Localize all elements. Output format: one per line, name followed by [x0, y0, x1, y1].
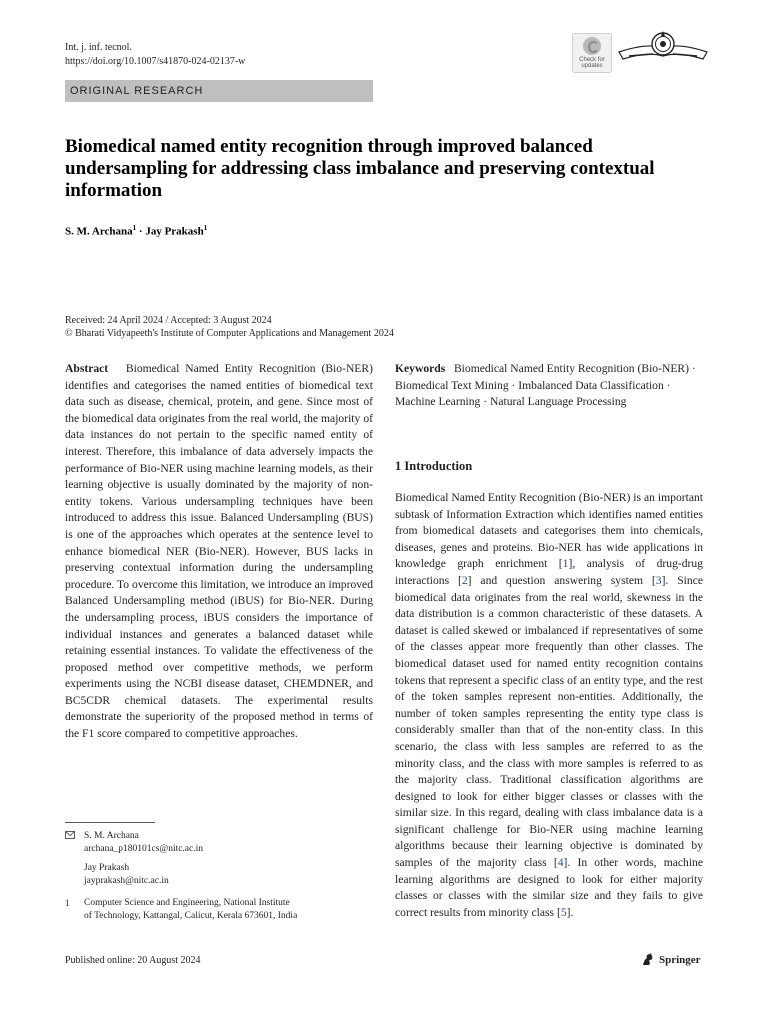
- contact-name: Jay Prakash: [84, 863, 130, 874]
- author-list: [65, 224, 207, 238]
- intro-text: ]. In other words, machine learning algorithms are designed to look for either majority classes or classes with the similar size and they fails to give correct results from minority class [: [395, 856, 703, 919]
- envelope-icon: [65, 830, 84, 855]
- author-name[interactable]: S. M. Archana: [65, 225, 133, 238]
- journal-meta: [65, 41, 245, 69]
- abstract-text: Biomedical Named Entity Recognition (Bio-NER) identifies and categorises the named entities of biomedical text data such as disease, chemical, protein, and gene. Since most of the biomedical data originates from the real world, the majority of data instances do not pertain to the specific named entity of interest. Therefore, this imbalance of data adversely impacts the performance of Bio-NER using machine learning models, as their learning objective is usually dominated by the majority of non-entity tokens. Various undersampling techniques have been introduced to address this issue. Balanced Undersampling (BUS) is one of the approaches which operates at the sentence level to enhance biomedical NER (Bio-NER). However, BUS lacks in preserving contextual information during the undersampling procedure. To overcome this limitation, we introduce an improved Balanced Undersampling method (iBUS) for Bio-NER. During the undersampling process, iBUS considers the importance of individual instances and generates a balanced dataset while retaining essential instances. To validate the effectiveness of the proposed method over competitive methods, we perform experiments using the NCBI disease dataset, CHEMDNER, and BC5CDR chemical datasets. The experimental results demonstrate the superiority of the proposed method in terms of the F1 score compared to competitive approaches.: [65, 362, 373, 741]
- corresponding-author: [65, 830, 375, 855]
- check-updates-line-1: Check for: [579, 57, 605, 63]
- author-affiliation-marker: 1: [203, 224, 208, 232]
- paper-title: Biomedical named entity recognition through improved balanced undersampling for addressing class imbalance and preserving contextual information: [65, 136, 655, 201]
- intro-text: ]. Since biomedical data originates from the real world, skewness in the data distribution is a common characteristic of these datasets. A dataset is called skewed or imbalanced if representatives of some of the classes appear more frequently than other classes. The biomedical dataset used for named entity recognition contains tokens that represent a specific class of an entity type, and the rest of the token samples represent non-entities. Additionally, the number of token samples representing the entity type class is considerably smaller than that of the non-entity class. In this scenario, the class with less samples are referred to as the minority class, and the class with more samples is referred to as the majority class. Traditional classification algorithms are designed to look for either bigger classes or classes with the similar size. In this regard, dealing with class imbalance data is a significant challenge for Bio-NER using machine learning algorithms because their learning objective is dominated by samples of the majority class [: [395, 573, 703, 870]
- abstract: [65, 361, 373, 743]
- citation-link[interactable]: 1: [562, 557, 569, 571]
- keywords: [395, 361, 703, 411]
- keywords-label: Keywords: [395, 362, 446, 375]
- publisher-logo: [641, 953, 701, 966]
- abstract-label: Abstract: [65, 362, 109, 375]
- received-accepted-dates: Received: 24 April 2024 / Accepted: 3 August 2024: [65, 315, 272, 326]
- affiliation-line: of Technology, Kattangal, Calicut, Kerala 673601, India: [84, 910, 298, 921]
- keywords-text: Biomedical Named Entity Recognition (Bio-NER) · Biomedical Text Mining · Imbalanced Data Classification · Machine Learning · Natural Language Processing: [395, 362, 696, 409]
- contact-author: [65, 862, 375, 887]
- springer-horse-icon: [641, 953, 655, 966]
- refresh-icon: [583, 37, 601, 55]
- footnote-divider: [65, 822, 155, 823]
- intro-text: ] and question answering system [: [467, 573, 656, 587]
- institute-logo-icon: [617, 28, 709, 66]
- footnotes: [65, 830, 375, 923]
- affiliation-number: 1: [65, 898, 70, 909]
- article-type-badge: ORIGINAL RESEARCH: [65, 80, 373, 102]
- citation-link[interactable]: 4: [557, 856, 564, 870]
- check-for-updates-badge[interactable]: [572, 33, 612, 73]
- author-separator: ·: [136, 225, 146, 238]
- intro-text: ].: [566, 905, 574, 919]
- copyright-line: © Bharati Vidyapeeth's Institute of Computer Applications and Management 2024: [65, 328, 394, 339]
- introduction-paragraph: [395, 490, 703, 921]
- intro-text: ], analysis of drug-drug interactions [: [395, 557, 703, 587]
- author-affiliation-marker: 1: [132, 224, 137, 232]
- contact-email[interactable]: archana_p180101cs@nitc.ac.in: [84, 843, 204, 854]
- intro-text: Biomedical Named Entity Recognition (Bio-NER) is an important subtask of Information Extraction which identifies named entities from biomedical datasets and categorises them into chemicals, diseases, genes and proteins. Bio-NER has wide applications in knowledge graph enrichment [: [395, 491, 703, 571]
- citation-link[interactable]: 2: [461, 573, 468, 587]
- doi-link[interactable]: https://doi.org/10.1007/s41870-024-02137-w: [65, 56, 246, 67]
- author-name[interactable]: Jay Prakash: [145, 225, 204, 238]
- publication-dates: [65, 314, 394, 340]
- journal-name: Int. j. inf. tecnol.: [65, 42, 132, 53]
- contact-email[interactable]: jayprakash@nitc.ac.in: [84, 875, 169, 886]
- affiliation-line: Computer Science and Engineering, National Institute: [84, 898, 290, 909]
- publisher-name: Springer: [659, 953, 701, 966]
- check-updates-line-2: updates: [581, 63, 603, 69]
- contact-name: S. M. Archana: [84, 831, 139, 841]
- affiliation: [65, 897, 375, 922]
- section-heading-introduction: 1 Introduction: [395, 459, 473, 473]
- citation-link[interactable]: 3: [655, 573, 662, 587]
- published-online-date: Published online: 20 August 2024: [65, 955, 201, 966]
- citation-link[interactable]: 5: [560, 905, 567, 919]
